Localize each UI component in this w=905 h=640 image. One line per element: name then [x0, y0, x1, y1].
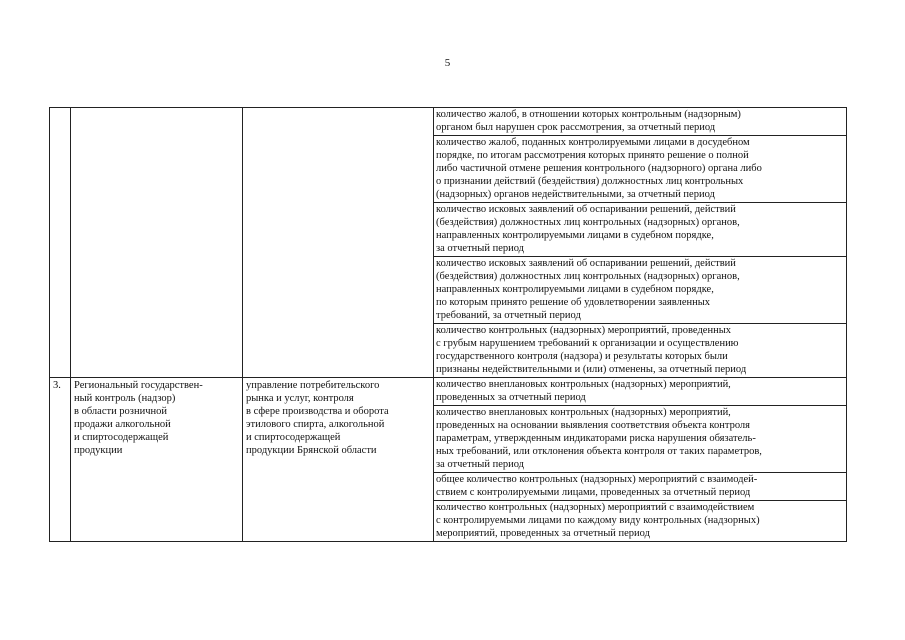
control-body-name — [246, 108, 430, 109]
indicator-item: количество жалоб, в отношении которых контрольным (надзорным) органом был нарушен срок рассмотрения, за отчетный период — [434, 108, 846, 136]
indicators-cell — [434, 378, 847, 542]
control-type-cell — [71, 378, 243, 542]
indicator-item: количество жалоб, поданных контролируемыми лицами в досудебном порядке, по итогам рассмотрения которых принято решение о полной либо частичной отмене решения контрольного (надзорного) органа либо о признании действий (бездействия) должностных лиц контрольных (надзорных) органов недействительными, за отчетный период — [434, 136, 846, 203]
indicator-item: количество исковых заявлений об оспаривании решений, действий (бездействия) должностных лиц контрольных (надзорных) органов, направленных контролируемыми лицами в судебном порядке, за отчетный период — [434, 203, 846, 257]
table-row — [50, 378, 847, 542]
row-number — [53, 108, 67, 109]
indicator-item: количество внеплановых контрольных (надзорных) мероприятий, проведенных на основании выявления соответствия объекта контроля параметрам, утвержденным индикаторами риска нарушения обязатель- ных требований, или отклонения объекта контроля от таких параметров, за отчетный период — [434, 406, 846, 473]
row-number-cell — [50, 108, 71, 378]
row-number-cell — [50, 378, 71, 542]
control-body-cell — [243, 108, 434, 378]
indicators-cell — [434, 108, 847, 378]
control-body-cell — [243, 378, 434, 542]
indicator-item: количество контрольных (надзорных) мероприятий с взаимодействием с контролируемыми лицами по каждому виду контрольных (надзорных) мероприятий, проведенных за отчетный период — [436, 502, 760, 539]
indicator-item: количество исковых заявлений об оспаривании решений, действий (бездействия) должностных лиц контрольных (надзорных) органов, направленных контролируемыми лицами в судебном порядке, по которым принято решение об удовлетворении заявленных требований, за отчетный период — [434, 257, 846, 324]
table-row — [50, 108, 847, 378]
control-type-name — [74, 108, 239, 109]
control-body-name: управление потребительского рынка и услуг, контроля в сфере производства и оборота этилового спирта, алкогольной и спиртосодержащей продукции Брянской области — [246, 380, 389, 456]
control-type-cell — [71, 108, 243, 378]
page-number: 5 — [444, 57, 451, 69]
control-type-name: Региональный государствен- ный контроль (надзор) в области розничной продажи алкогольной и спиртосодержащей продукции — [74, 380, 203, 456]
indicator-item: количество внеплановых контрольных (надзорных) мероприятий, проведенных за отчетный период — [434, 378, 846, 406]
row-number: 3. — [53, 380, 61, 391]
indicator-item: общее количество контрольных (надзорных) мероприятий с взаимодей- ствием с контролируемыми лицами, проведенных за отчетный период — [434, 473, 846, 501]
indicators-table — [49, 107, 847, 542]
indicator-item: количество контрольных (надзорных) мероприятий, проведенных с грубым нарушением требований к организации и осуществлению государственного контроля (надзора) и результаты которых были признаны недействительными и (или) отменены, за отчетный период — [436, 325, 747, 375]
